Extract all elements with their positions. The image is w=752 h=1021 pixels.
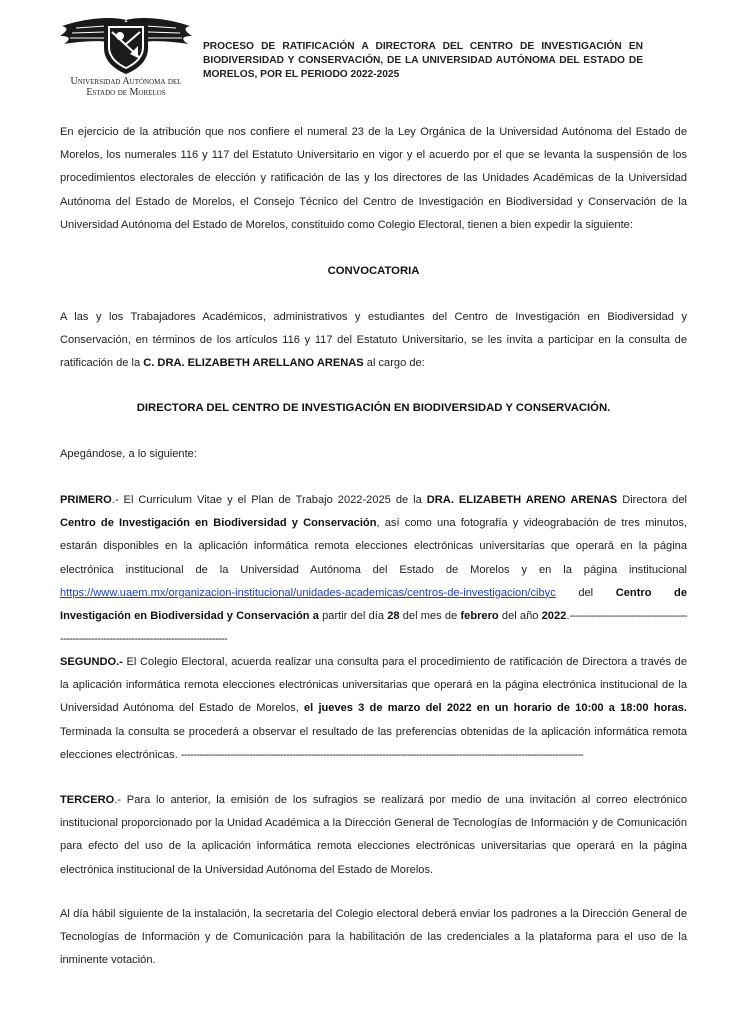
primero-year: 2022 xyxy=(541,610,567,623)
primero-name: DRA. ELIZABETH ARENO ARENAS xyxy=(426,494,618,506)
segundo-label: SEGUNDO.- xyxy=(60,656,123,668)
invite-tail: al cargo de: xyxy=(363,357,425,370)
segundo-date: el jueves 3 de marzo del 2022 en un horario de 10:00 a 18:00 horas. xyxy=(303,702,687,715)
primero-text-3: , así como una fotografía y videograbación de tres minutos, estarán disponibles en la aplicación informática remota elecciones electrónicas universitarias que operará en la página electrónica institucional de la Universidad Autónoma del Estado de Morelos y en la página institucional xyxy=(60,517,687,576)
primero-dashes: -------------------------------------------------------------------------------------------- xyxy=(60,610,687,646)
primero-text-8: . xyxy=(566,610,570,623)
convocatoria-heading: CONVOCATORIA xyxy=(327,265,420,277)
primero-text-1: .- El Curriculum Vitae y el Plan de Trabajo 2022-2025 de la xyxy=(111,494,427,506)
tercero-text: .- Para lo anterior, la emisión de los sufragios se realizará por medio de una invitación al correo electrónico institucional proporcionado por la Unidad Académica a la Dirección General de Tecnologías de Información y de Comunicación para efecto del uso de la aplicación informática remota elecciones electrónicas universitarias que operará en la página electrónica institucional de la Universidad Autónoma del Estado de Morelos. xyxy=(60,794,687,876)
primero-month: febrero xyxy=(460,610,499,623)
final-paragraph: Al día hábil siguiente de la instalación, la secretaria del Colegio electoral deberá enviar los padrones a la Dirección General de Tecnologías de Información y de Comunicación para la habilitación de las credenciales a la plataforma para el uso de la inminente votación. xyxy=(60,908,687,967)
position-heading: DIRECTORA DEL CENTRO DE INVESTIGACIÓN EN BIODIVERSIDAD Y CONSERVACIÓN. xyxy=(136,402,611,414)
intro-paragraph: En ejercicio de la atribución que nos confiere el numeral 23 de la Ley Orgánica de la Universidad Autónoma del Estado de Morelos, los numerales 116 y 117 del Estatuto Universitario en vigor y el acuerdo por el que se levanta la suspensión de los procedimientos electorales de elección y ratificación de las y los directores de las Unidades Académicas de la Universidad Autónoma del Estado de Morelos, el Consejo Técnico del Centro de Investigación en Biodiversidad y Conservación de la Universidad Autónoma del Estado de Morelos, constituido como Colegio Electoral, tienen a bien expedir la siguiente: xyxy=(60,126,687,231)
primero-center: Centro de Investigación en Biodiversidad y Conservación xyxy=(60,517,377,530)
document-title: PROCESO DE RATIFICACIÓN A DIRECTORA DEL CENTRO DE INVESTIGACIÓN EN BIODIVERSIDAD Y CONSERVACIÓN, DE LA UNIVERSIDAD AUTÓNOMA DEL ESTADO DE MORELOS, POR EL PERIODO 2022-2025 xyxy=(203,41,643,80)
apegandose-text: Apegándose, a lo siguiente: xyxy=(60,448,197,460)
primero-label: PRIMERO xyxy=(60,494,112,506)
university-name-line1: Universidad Autónoma del xyxy=(70,76,182,87)
university-crest-icon xyxy=(56,14,196,76)
invite-paragraph xyxy=(60,306,687,376)
primero-text-2: Directora del xyxy=(617,494,687,506)
primero-text-6: del mes de xyxy=(399,610,461,623)
university-name-line2: Estado de Morelos xyxy=(86,87,166,98)
tercero-paragraph xyxy=(60,789,687,882)
segundo-text-2: Terminada la consulta se procederá a observar el resultado de las preferencias obtenidas de la aplicación informática remota elecciones electrónicas. xyxy=(60,725,687,761)
primero-paragraph xyxy=(60,489,687,651)
primero-text-4: del xyxy=(555,586,616,599)
primero-text-7: del año xyxy=(498,610,542,623)
primero-center-2: Centro de Investigación en Biodiversidad y Conservación a xyxy=(60,586,688,623)
invite-text: A las y los Trabajadores Académicos, administrativos y estudiantes del Centro de Investigación en Biodiversidad y Conservación, en términos de los artículos 116 y 117 del Estatuto Universitario, se les invita a participar en la consulta de ratificación de la xyxy=(60,311,687,370)
segundo-text-1: El Colegio Electoral, acuerda realizar una consulta para el procedimiento de ratificación de Directora a través de la aplicación informática remota elecciones electrónicas universitarias que operará en la página electrónica institucional de la Universidad Autónoma del Estado de Morelos, xyxy=(60,656,687,715)
primero-text-5: partir del día xyxy=(318,610,388,623)
segundo-paragraph xyxy=(60,651,687,767)
candidate-name: C. DRA. ELIZABETH ARELLANO ARENAS xyxy=(143,357,364,370)
cibyc-link[interactable]: https://www.uaem.mx/organizacion-institucional/unidades-academicas/centros-de-investigacion/cibyc xyxy=(60,586,556,599)
primero-day: 28 xyxy=(387,610,400,623)
university-logo xyxy=(56,14,196,98)
tercero-label: TERCERO xyxy=(60,794,115,806)
segundo-dashes: ---------------------------------------------------------------------------------------------------------------------------------- xyxy=(180,748,584,761)
